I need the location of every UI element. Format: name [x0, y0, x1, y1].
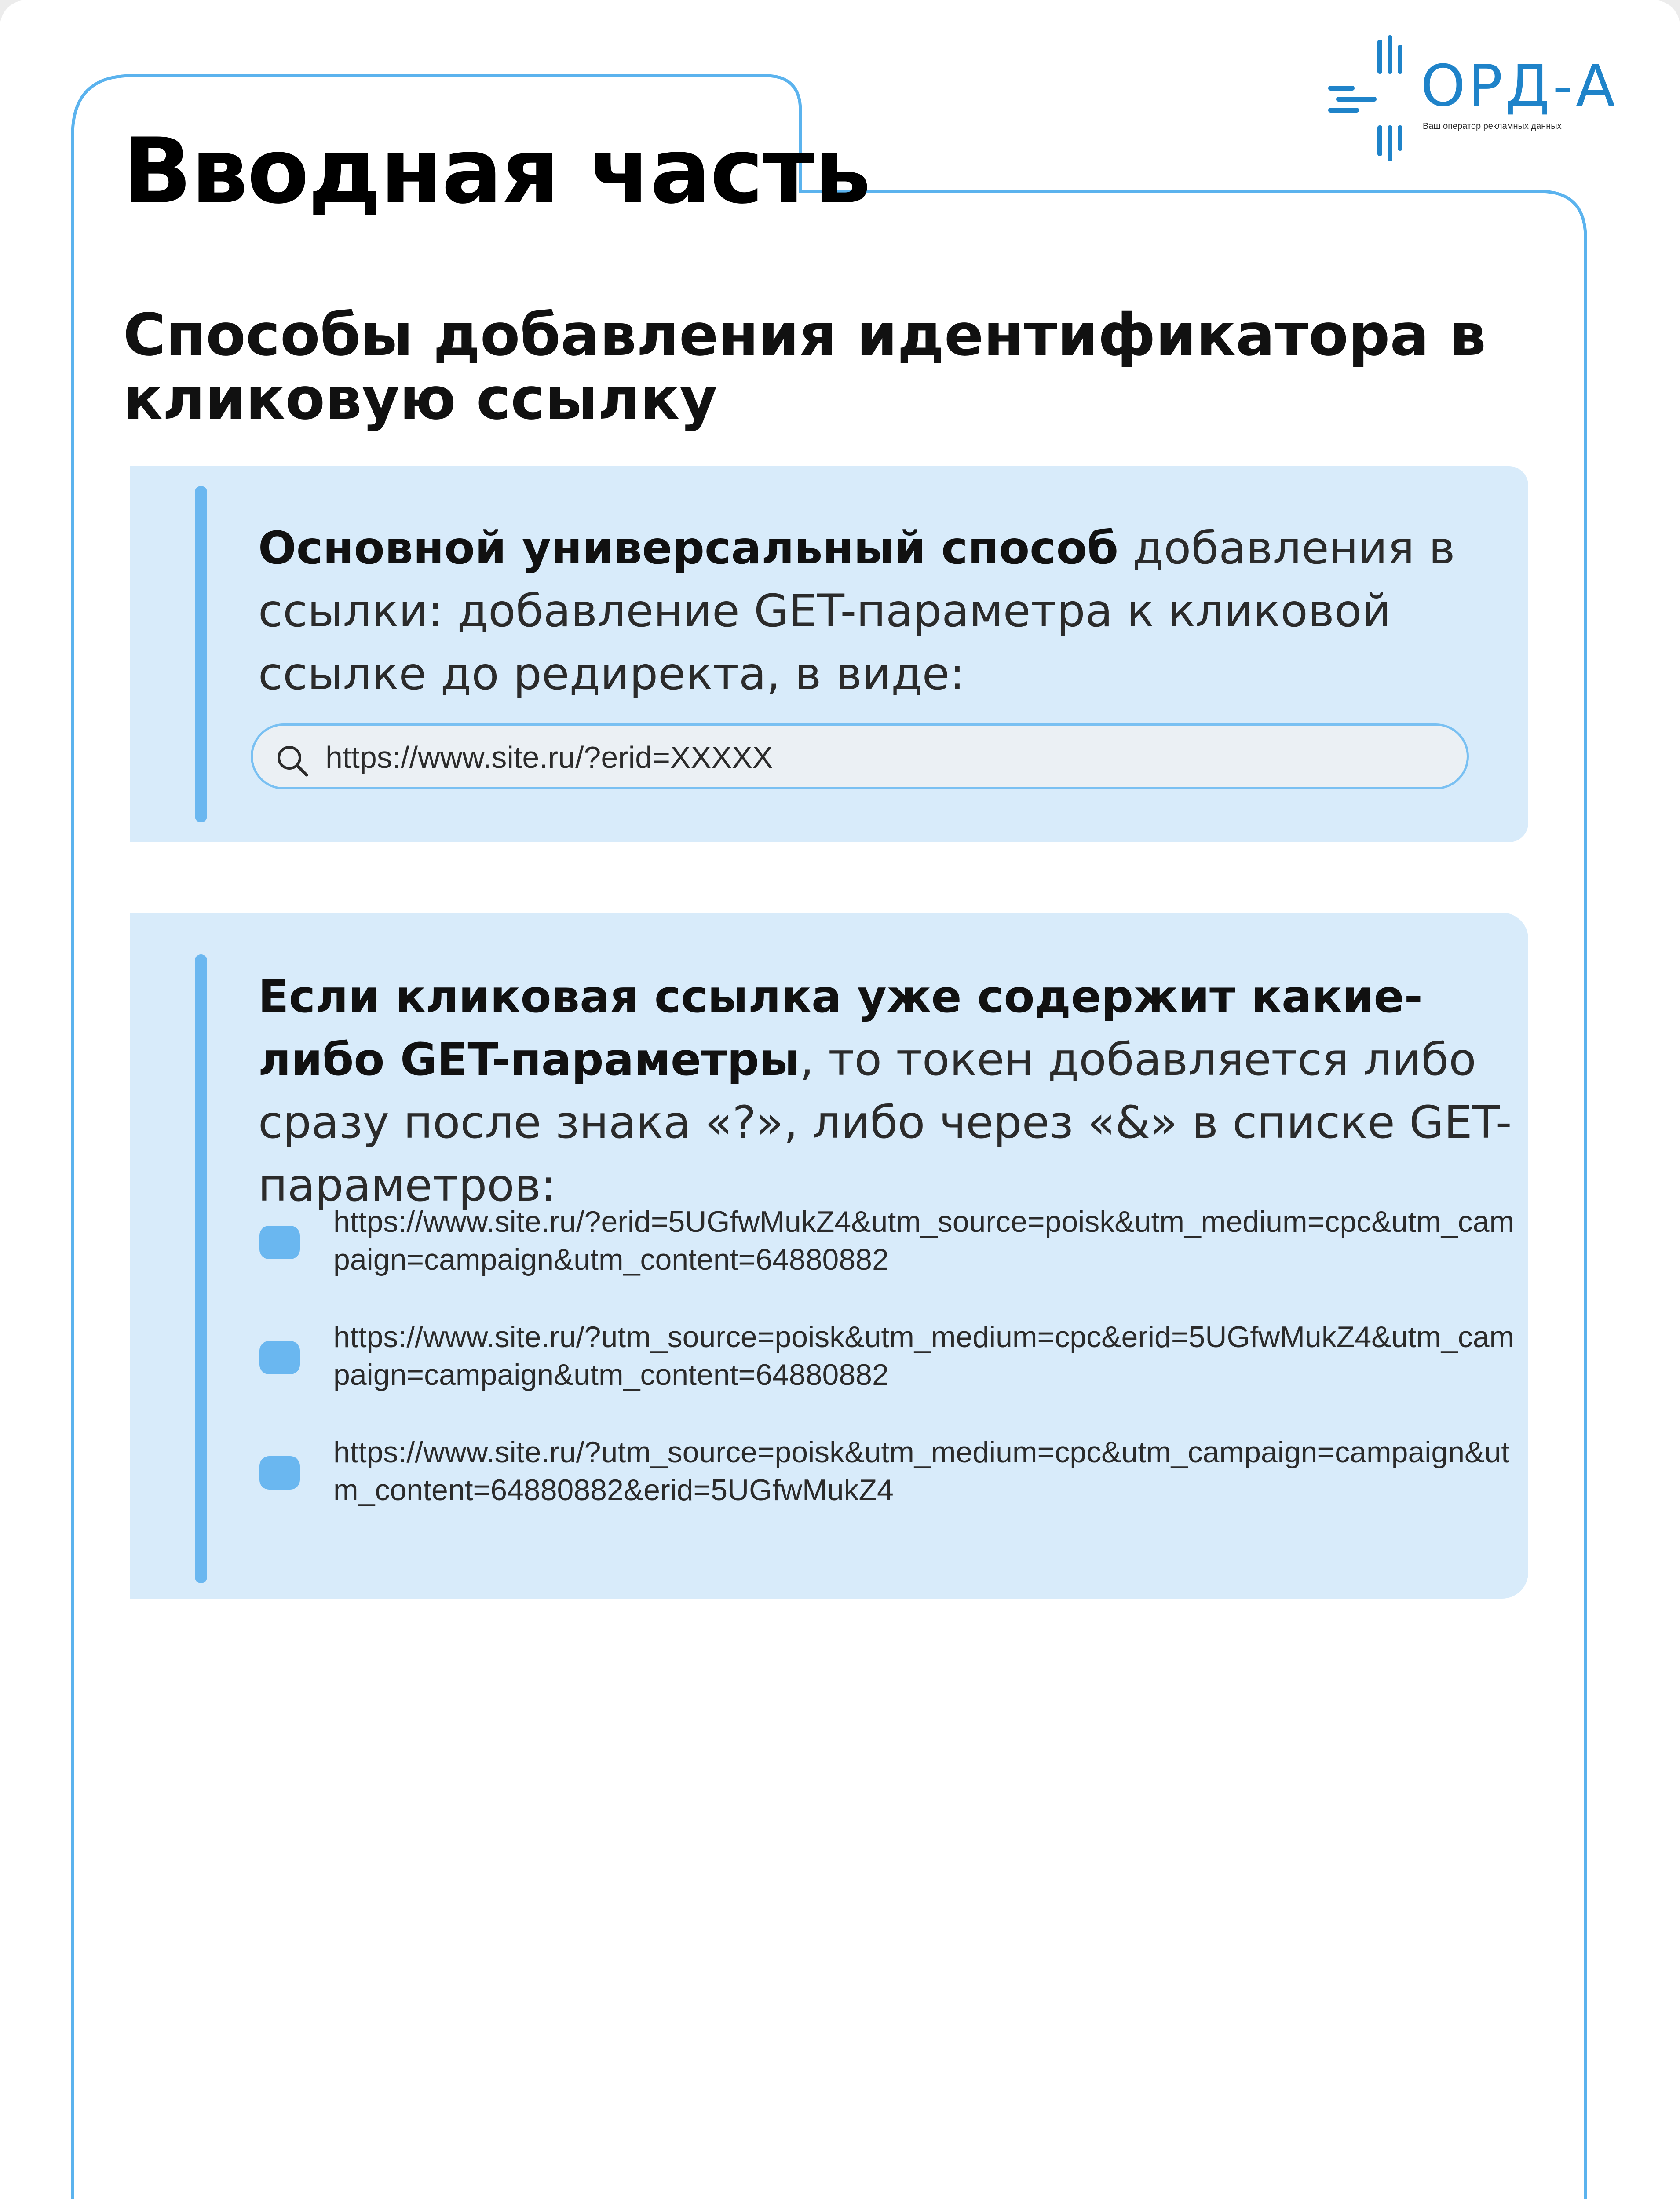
rounded-square-bullet-icon: [259, 1456, 300, 1490]
main-method-description: добавления в ссылки: добавление GET-параметра к кликовой ссылке до редиректа, в виде:: [258, 522, 1455, 700]
example-url-2: https://www.site.ru/?utm_source=poisk&utm_medium=cpc&erid=5UGfwMukZ4&utm_campaign=campaign&utm_content=64880882: [333, 1320, 1515, 1392]
example-url-1: https://www.site.ru/?erid=5UGfwMukZ4&utm_source=poisk&utm_medium=cpc&utm_campaign=campaign&utm_content=64880882: [333, 1205, 1515, 1276]
section-title: Способы добавления идентификатора в кликовую ссылку: [123, 301, 1486, 433]
brand-tagline: Ваш оператор рекламных данных: [1423, 121, 1562, 131]
main-method-lead: Основной универсальный способ: [258, 522, 1118, 574]
existing-params-lead: Если кликовая ссылка уже содержит какие-либо GET-параметры: [258, 971, 1423, 1086]
list-item: [130, 1433, 1528, 1521]
orda-logo-icon: [1328, 35, 1425, 163]
rounded-square-bullet-icon: [259, 1226, 300, 1259]
card-accent-bar: [195, 486, 207, 822]
brand-name: ОРД-А: [1421, 52, 1618, 119]
existing-params-text: [258, 965, 1516, 1217]
existing-params-description: , то токен добавляется либо сразу после знака «?», либо через «&» в списке GET-параметров:: [258, 1034, 1512, 1212]
existing-params-card: [130, 913, 1528, 1599]
example-url: https://www.site.ru/?erid=XXXXX: [325, 740, 773, 774]
search-icon: [275, 743, 310, 778]
page-title: Вводная часть: [123, 119, 870, 224]
list-item: [130, 1203, 1528, 1291]
rounded-square-bullet-icon: [259, 1341, 300, 1374]
example-url-field: [251, 723, 1469, 789]
brand-logo: [1328, 35, 1618, 163]
main-method-text: [258, 517, 1516, 705]
main-method-card: [130, 466, 1528, 842]
list-item: [130, 1318, 1528, 1406]
example-url-3: https://www.site.ru/?utm_source=poisk&utm_medium=cpc&utm_campaign=campaign&utm_content=64880882&erid=5UGfwMukZ4: [333, 1436, 1510, 1507]
